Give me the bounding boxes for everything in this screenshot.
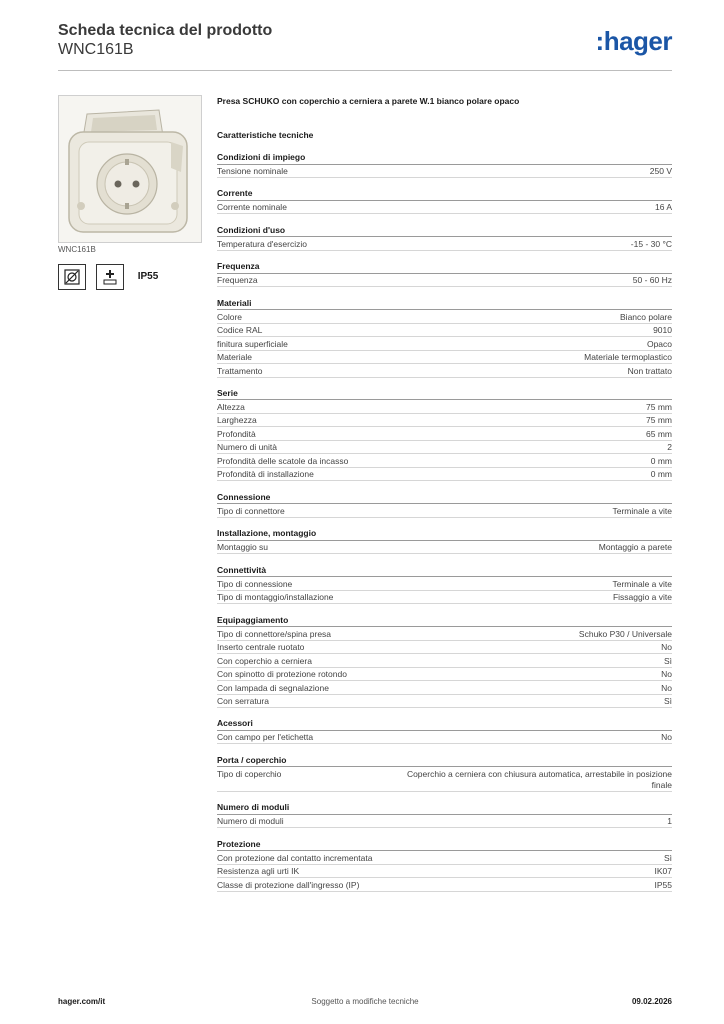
spec-row <box>217 627 672 641</box>
spec-label: Tipo di connessione <box>217 578 293 589</box>
footer-note: Soggetto a modifiche tecniche <box>311 997 419 1006</box>
section-title: Connettività <box>217 564 672 578</box>
socket-symbol-icon <box>58 264 86 290</box>
section-title: Acessori <box>217 717 672 731</box>
spec-label: Materiale <box>217 352 252 363</box>
spec-section <box>217 717 672 744</box>
footer-website[interactable]: hager.com/it <box>58 997 106 1006</box>
section-title: Protezione <box>217 838 672 852</box>
spec-label: Con spinotto di protezione rotondo <box>217 669 347 680</box>
spec-row <box>217 468 672 482</box>
spec-value: Fissaggio a vite <box>612 592 672 603</box>
spec-row <box>217 731 672 745</box>
spec-value: Sì <box>663 696 672 707</box>
spec-sections <box>217 151 672 892</box>
spec-row <box>217 351 672 365</box>
section-title: Condizioni di impiego <box>217 151 672 165</box>
certification-badges <box>58 264 162 290</box>
spec-label: Larghezza <box>217 415 257 426</box>
spec-value: Sì <box>663 655 672 666</box>
spec-row <box>217 427 672 441</box>
spec-row <box>217 654 672 668</box>
spec-value: IK07 <box>654 866 672 877</box>
spec-value: Montaggio a parete <box>598 542 672 553</box>
specs-heading: Caratteristiche tecniche <box>217 130 314 140</box>
spec-section <box>217 614 672 709</box>
section-title: Numero di moduli <box>217 801 672 815</box>
spec-label: Con coperchio a cerniera <box>217 655 312 666</box>
spec-value: Opaco <box>646 338 672 349</box>
spec-value: 0 mm <box>650 469 672 480</box>
spec-label: Codice RAL <box>217 325 263 336</box>
spec-section <box>217 801 672 828</box>
spec-label: finitura superficiale <box>217 338 288 349</box>
spec-label: Profondità di installazione <box>217 469 314 480</box>
product-description: Presa SCHUKO con coperchio a cerniera a parete W.1 bianco polare opaco <box>217 96 520 106</box>
spec-row <box>217 695 672 709</box>
spec-section <box>217 151 672 178</box>
spec-label: Tipo di connettore/spina presa <box>217 628 332 639</box>
spec-value: Materiale termoplastico <box>584 352 672 363</box>
spec-value: 75 mm <box>646 415 672 426</box>
socket-illustration <box>59 96 201 242</box>
spec-value: Schuko P30 / Universale <box>578 628 672 639</box>
spec-row <box>217 201 672 215</box>
spec-section <box>217 187 672 214</box>
spec-section <box>217 564 672 605</box>
hager-logo: :hager <box>595 26 672 56</box>
spec-row <box>217 237 672 251</box>
section-title: Serie <box>217 387 672 401</box>
spec-value: Sì <box>663 852 672 863</box>
spec-row <box>217 681 672 695</box>
spec-value: Terminale a vite <box>612 578 672 589</box>
spec-label: Tipo di montaggio/installazione <box>217 592 334 603</box>
spec-section <box>217 387 672 482</box>
section-title: Connessione <box>217 491 672 505</box>
spec-label: Numero di moduli <box>217 816 284 827</box>
section-title: Frequenza <box>217 260 672 274</box>
spec-row <box>217 878 672 892</box>
spec-section <box>217 838 672 892</box>
spec-section <box>217 527 672 554</box>
spec-section <box>217 297 672 378</box>
spec-row <box>217 400 672 414</box>
spec-value: 9010 <box>653 325 672 336</box>
spec-row <box>217 641 672 655</box>
spec-label: Con campo per l'etichetta <box>217 732 314 743</box>
spec-row <box>217 274 672 288</box>
spec-row <box>217 324 672 338</box>
spec-row <box>217 668 672 682</box>
spec-row <box>217 541 672 555</box>
spec-value: 2 <box>667 442 672 453</box>
spec-label: Con serratura <box>217 696 269 707</box>
spec-value: No <box>661 642 672 653</box>
spec-label: Inserto centrale ruotato <box>217 642 305 653</box>
spec-label: Corrente nominale <box>217 202 287 213</box>
spec-label: Classe di protezione dall'ingresso (IP) <box>217 879 360 890</box>
spec-label: Tipo di connettore <box>217 505 285 516</box>
spec-label: Numero di unità <box>217 442 278 453</box>
product-photo <box>58 95 202 243</box>
spec-label: Altezza <box>217 401 245 412</box>
spec-row <box>217 441 672 455</box>
spec-label: Frequenza <box>217 275 258 286</box>
spec-label: Profondità delle scatole da incasso <box>217 455 349 466</box>
spec-value: Bianco polare <box>620 311 672 322</box>
spec-row <box>217 851 672 865</box>
spec-label: Tipo di coperchio <box>217 768 282 779</box>
section-title: Porta / coperchio <box>217 754 672 768</box>
spec-value: No <box>661 669 672 680</box>
spec-label: Resistenza agli urti IK <box>217 866 300 877</box>
spec-label: Montaggio su <box>217 542 269 553</box>
spec-value: 50 - 60 Hz <box>632 275 672 286</box>
spec-value: 75 mm <box>646 401 672 412</box>
spec-label: Con lampada di segnalazione <box>217 682 329 693</box>
plus-symbol-icon <box>96 264 124 290</box>
spec-row <box>217 577 672 591</box>
spec-section <box>217 754 672 792</box>
spec-label: Temperatura d'esercizio <box>217 238 307 249</box>
spec-row <box>217 815 672 829</box>
spec-value: Non trattato <box>627 365 672 376</box>
page-header <box>58 20 672 71</box>
section-title: Installazione, montaggio <box>217 527 672 541</box>
spec-row <box>217 591 672 605</box>
spec-value: Terminale a vite <box>612 505 672 516</box>
spec-label: Profondità <box>217 428 256 439</box>
footer-date: 09.02.2026 <box>631 997 672 1006</box>
product-code: WNC161B <box>58 41 134 58</box>
spec-row <box>217 454 672 468</box>
spec-section <box>217 224 672 251</box>
ip-rating-badge: IP55 <box>134 264 162 288</box>
spec-row <box>217 364 672 378</box>
spec-value: 250 V <box>649 166 672 176</box>
spec-section <box>217 260 672 287</box>
spec-value: Coperchio a cerniera con chiusura automatica, arrestabile in posizione finale <box>406 768 672 790</box>
spec-row <box>217 310 672 324</box>
spec-value: IP55 <box>654 879 672 890</box>
technical-specs <box>217 95 672 901</box>
spec-row <box>217 165 672 179</box>
spec-value: -15 - 30 °C <box>630 238 672 249</box>
spec-label: Trattamento <box>217 365 263 376</box>
photo-caption: WNC161B <box>58 245 96 254</box>
section-title: Condizioni d'uso <box>217 224 672 238</box>
spec-row <box>217 414 672 428</box>
spec-label: Colore <box>217 311 243 322</box>
spec-row <box>217 865 672 879</box>
spec-label: Tensione nominale <box>217 166 288 176</box>
spec-label: Con protezione dal contatto incrementata <box>217 852 373 863</box>
spec-value: 1 <box>667 816 672 827</box>
section-title: Equipaggiamento <box>217 614 672 628</box>
spec-row <box>217 504 672 518</box>
spec-row <box>217 337 672 351</box>
section-title: Materiali <box>217 297 672 311</box>
spec-value: No <box>661 682 672 693</box>
spec-value: 16 A <box>654 202 672 213</box>
spec-row <box>217 767 672 792</box>
spec-value: 0 mm <box>650 455 672 466</box>
spec-value: 65 mm <box>646 428 672 439</box>
spec-section <box>217 491 672 518</box>
document-title: Scheda tecnica del prodotto <box>58 22 273 39</box>
spec-value: No <box>661 732 672 743</box>
section-title: Corrente <box>217 187 672 201</box>
